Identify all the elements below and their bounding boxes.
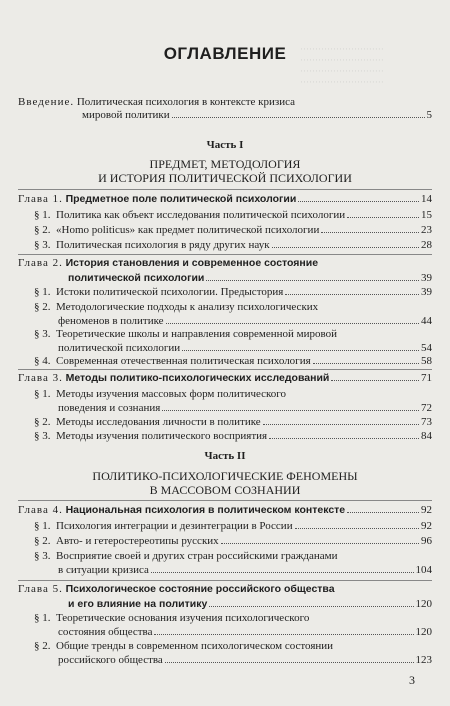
toc-section bbox=[34, 520, 432, 533]
page-ref: 96 bbox=[421, 535, 432, 547]
section-title: Политическая психология в ряду других наук bbox=[56, 239, 270, 251]
section-number: § 2. bbox=[34, 416, 51, 428]
page-ref: 54 bbox=[421, 342, 432, 354]
leader-dots bbox=[285, 294, 419, 295]
section-number: § 1. bbox=[34, 520, 51, 532]
toc-section bbox=[34, 612, 432, 639]
section-number: § 3. bbox=[34, 239, 51, 251]
leader-dots bbox=[295, 528, 419, 529]
page-ref: 44 bbox=[421, 315, 432, 327]
bleed-through-text: ···························· ···························· ···························· ···························· bbox=[300, 44, 384, 87]
page-ref: 73 bbox=[421, 416, 432, 428]
page-ref: 72 bbox=[421, 402, 432, 414]
toc-chapter-4 bbox=[18, 504, 432, 517]
chapter-label: Глава 5. bbox=[18, 583, 63, 595]
toc-section bbox=[34, 416, 432, 429]
toc-chapter-2 bbox=[18, 257, 432, 285]
leader-dots bbox=[221, 543, 419, 544]
section-title: Истоки политической психологии. Предыстория bbox=[56, 286, 284, 298]
chapter-title: Методы политико-психологических исследований bbox=[65, 372, 330, 384]
chapter-title-line1: Психологическое состояние российского общества bbox=[65, 583, 335, 595]
part1-label: Часть I bbox=[206, 139, 244, 151]
toc-section bbox=[34, 209, 432, 222]
chapter-title: Предметное поле политической психологии bbox=[65, 193, 297, 205]
page-ref: 28 bbox=[421, 239, 432, 251]
section-title-line1: Методологические подходы к анализу психологических bbox=[56, 301, 319, 313]
divider bbox=[18, 369, 432, 370]
section-title-line2: состояния общества bbox=[58, 626, 153, 638]
leader-dots bbox=[166, 323, 419, 324]
leader-dots bbox=[321, 232, 419, 233]
leader-dots bbox=[263, 424, 419, 425]
section-title: «Homo politicus» как предмет политической психологии bbox=[56, 224, 320, 236]
page-ref: 39 bbox=[421, 286, 432, 298]
section-number: § 2. bbox=[34, 224, 51, 236]
leader-dots bbox=[272, 247, 419, 248]
leader-dots bbox=[347, 217, 419, 218]
toc-section bbox=[34, 550, 432, 577]
leader-dots bbox=[331, 380, 419, 381]
leader-dots bbox=[209, 606, 413, 607]
toc-intro bbox=[18, 96, 432, 122]
chapter-label: Глава 3. bbox=[18, 372, 63, 384]
section-title: Авто- и гетеростереотипы русских bbox=[56, 535, 219, 547]
section-title-line1: Общие тренды в современном психологическом состоянии bbox=[56, 640, 334, 652]
leader-dots bbox=[172, 117, 425, 118]
page-ref: 39 bbox=[421, 272, 432, 284]
chapter-label: Глава 1. bbox=[18, 193, 63, 205]
intro-label: Введение. bbox=[18, 96, 75, 108]
divider bbox=[18, 580, 432, 581]
section-title-line2: поведения и сознания bbox=[58, 402, 161, 414]
toc-section bbox=[34, 224, 432, 237]
leader-dots bbox=[206, 280, 419, 281]
section-title-line2: феноменов в политике bbox=[58, 315, 164, 327]
leader-dots bbox=[298, 201, 419, 202]
part2-heading: ПОЛИТИКО-ПСИХОЛОГИЧЕСКИЕ ФЕНОМЕНЫ В МАССОВОМ СОЗНАНИИ bbox=[92, 469, 358, 497]
page-number: 3 bbox=[409, 673, 415, 687]
section-title-line1: Восприятие своей и других стран российскими гражданами bbox=[56, 550, 338, 562]
section-number: § 3. bbox=[34, 550, 51, 562]
chapter-label: Глава 4. bbox=[18, 504, 63, 516]
leader-dots bbox=[165, 662, 414, 663]
leader-dots bbox=[154, 634, 413, 635]
part2-label: Часть II bbox=[204, 450, 246, 462]
section-title: Современная отечественная политическая психология bbox=[56, 355, 311, 367]
page-title: ОГЛАВЛЕНИЕ bbox=[163, 44, 287, 63]
section-title: Психология интеграции и дезинтеграции в России bbox=[56, 520, 293, 532]
section-number: § 1. bbox=[34, 612, 51, 624]
toc-section bbox=[34, 355, 432, 368]
page-ref: 84 bbox=[421, 430, 432, 442]
leader-dots bbox=[151, 572, 414, 573]
section-number: § 4. bbox=[34, 355, 51, 367]
divider bbox=[18, 189, 432, 190]
section-number: § 2. bbox=[34, 640, 51, 652]
leader-dots bbox=[162, 410, 419, 411]
toc-section bbox=[34, 430, 432, 443]
section-number: § 1. bbox=[34, 286, 51, 298]
page-ref: 120 bbox=[415, 626, 432, 638]
section-title-line1: Теоретические основания изучения психологического bbox=[56, 612, 310, 624]
page-ref: 58 bbox=[421, 355, 432, 367]
toc-chapter-3 bbox=[18, 372, 432, 385]
toc-section bbox=[34, 640, 432, 667]
section-title-line1: Теоретические школы и направления современной мировой bbox=[56, 328, 338, 340]
section-number: § 1. bbox=[34, 209, 51, 221]
chapter-title-line2: политической психологии bbox=[68, 272, 205, 284]
chapter-title: Национальная психология в политическом контексте bbox=[65, 504, 346, 516]
leader-dots bbox=[313, 363, 419, 364]
toc-section bbox=[34, 239, 432, 252]
page-ref: 123 bbox=[415, 654, 432, 666]
chapter-title-line2: и его влияние на политику bbox=[68, 598, 208, 610]
page-ref: 120 bbox=[415, 598, 432, 610]
section-title-line2: политической психологии bbox=[58, 342, 181, 354]
page-ref: 23 bbox=[421, 224, 432, 236]
chapter-label: Глава 2. bbox=[18, 257, 63, 269]
toc-section bbox=[34, 286, 432, 299]
page-ref: 14 bbox=[421, 193, 432, 205]
leader-dots bbox=[269, 438, 419, 439]
page-ref: 92 bbox=[421, 504, 432, 516]
leader-dots bbox=[347, 512, 419, 513]
section-title: Методы изучения политического восприятия bbox=[56, 430, 268, 442]
section-number: § 3. bbox=[34, 430, 51, 442]
toc-chapter-5 bbox=[18, 583, 432, 611]
section-number: § 2. bbox=[34, 301, 51, 313]
intro-title-line2: мировой политики bbox=[82, 109, 170, 121]
section-title: Политика как объект исследования политической психологии bbox=[56, 209, 346, 221]
part1-heading: ПРЕДМЕТ, МЕТОДОЛОГИЯ И ИСТОРИЯ ПОЛИТИЧЕСКОЙ ПСИХОЛОГИИ bbox=[98, 157, 352, 185]
page-ref: 5 bbox=[426, 109, 432, 121]
page-ref: 15 bbox=[421, 209, 432, 221]
section-title-line2: российского общества bbox=[58, 654, 163, 666]
toc-section bbox=[34, 301, 432, 328]
section-number: § 2. bbox=[34, 535, 51, 547]
toc-chapter-1 bbox=[18, 193, 432, 206]
section-number: § 1. bbox=[34, 388, 51, 400]
toc-section bbox=[34, 388, 432, 415]
intro-title-line1: Политическая психология в контексте кризиса bbox=[76, 96, 296, 108]
section-title-line1: Методы изучения массовых форм политического bbox=[56, 388, 287, 400]
divider bbox=[18, 500, 432, 501]
page-ref: 104 bbox=[415, 564, 432, 576]
leader-dots bbox=[182, 350, 419, 351]
toc-section bbox=[34, 328, 432, 355]
section-title: Методы исследования личности в политике bbox=[56, 416, 261, 428]
chapter-title-line1: История становления и современное состояние bbox=[65, 257, 319, 269]
section-title-line2: в ситуации кризиса bbox=[58, 564, 149, 576]
section-number: § 3. bbox=[34, 328, 51, 340]
toc-section bbox=[34, 535, 432, 548]
page-ref: 92 bbox=[421, 520, 432, 532]
divider bbox=[18, 254, 432, 255]
page-ref: 71 bbox=[421, 372, 432, 384]
